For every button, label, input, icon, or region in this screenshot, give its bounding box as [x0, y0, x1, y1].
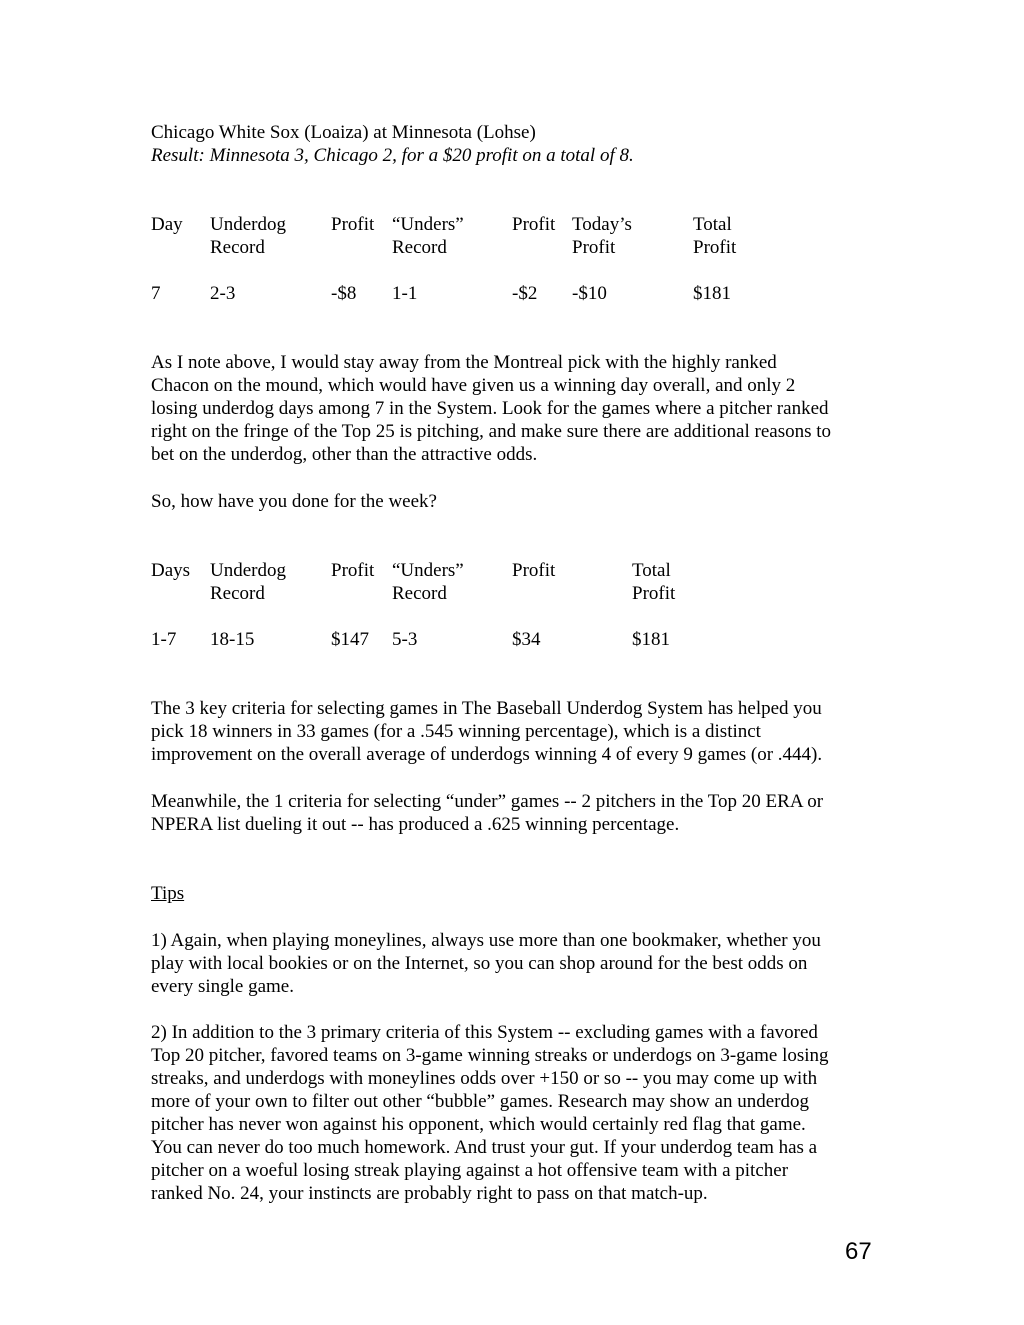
- paragraph-line: streaks, and underdogs with moneylines odds over +150 or so -- you may come up with: [151, 1068, 818, 1089]
- game-result: Result: Minnesota 3, Chicago 2, for a $20 profit on a total of 8.: [151, 145, 634, 166]
- paragraph-line: 1) Again, when playing moneylines, always use more than one bookmaker, whether you: [151, 930, 821, 951]
- table1-cell-total: $181: [693, 283, 731, 304]
- paragraph-line: The 3 key criteria for selecting games in The Baseball Underdog System has helped you: [151, 698, 822, 719]
- table1-cell-profit1: -$8: [331, 283, 357, 304]
- paragraph-line: Meanwhile, the 1 criteria for selecting “under” games -- 2 pitchers in the Top 20 ERA or: [151, 791, 824, 812]
- table1-header-total: Total: [693, 214, 732, 235]
- tip-2: [151, 1021, 881, 1205]
- table2-cell-total: $181: [632, 629, 670, 650]
- table1-cell-day: 7: [151, 283, 161, 304]
- table1-header-today-profit: Profit: [572, 237, 616, 258]
- paragraph-line: Chacon on the mound, which would have given us a winning day overall, and only 2: [151, 375, 796, 396]
- game-matchup: Chicago White Sox (Loaiza) at Minnesota (Lohse): [151, 122, 536, 143]
- tip-1: [151, 929, 881, 998]
- paragraph-line: Top 20 pitcher, favored teams on 3-game winning streaks or underdogs on 3-game losing: [151, 1045, 829, 1066]
- table2-header-total-profit: Profit: [632, 583, 676, 604]
- paragraph-line: bet on the underdog, other than the attractive odds.: [151, 444, 538, 465]
- paragraph-line: pitcher on a woeful losing streak playing against a hot offensive team with a pitcher: [151, 1160, 789, 1181]
- paragraph-line: ranked No. 24, your instincts are probably right to pass on that match-up.: [151, 1183, 708, 1204]
- paragraph-line: NPERA list dueling it out -- has produced a .625 winning percentage.: [151, 814, 680, 835]
- table2-cell-days: 1-7: [151, 629, 177, 650]
- paragraph-line: As I note above, I would stay away from the Montreal pick with the highly ranked: [151, 352, 777, 373]
- paragraph-line: improvement on the overall average of underdogs winning 4 of every 9 games (or .444).: [151, 744, 823, 765]
- paragraph-key-criteria: [151, 697, 881, 766]
- table2-header-total: Total: [632, 560, 671, 581]
- table2-header-underdog-record: Record: [210, 583, 265, 604]
- table2-header-unders-record: Record: [392, 583, 447, 604]
- table1-header-underdog: Underdog: [210, 214, 286, 235]
- table2-cell-profit2: $34: [512, 629, 541, 650]
- table1-cell-unders: 1-1: [392, 283, 418, 304]
- paragraph-line: pitcher has never won against his opponent, which would certainly red flag that game.: [151, 1114, 806, 1135]
- table1-header-profit1: Profit: [331, 214, 375, 235]
- table1-header-day: Day: [151, 214, 183, 235]
- paragraph-week-question: So, how have you done for the week?: [151, 491, 437, 512]
- table2-cell-profit1: $147: [331, 629, 369, 650]
- table1-header-total-profit: Profit: [693, 237, 737, 258]
- paragraph-line: right on the fringe of the Top 25 is pitching, and make sure there are additional reasons to: [151, 421, 832, 442]
- table1-header-unders-record: Record: [392, 237, 447, 258]
- table2-header-profit2: Profit: [512, 560, 556, 581]
- table1-header-profit2: Profit: [512, 214, 556, 235]
- paragraph-line: every single game.: [151, 976, 294, 997]
- tips-heading: Tips: [151, 883, 185, 904]
- page-number: 67: [845, 1238, 872, 1265]
- table2-cell-unders: 5-3: [392, 629, 418, 650]
- table2-cell-underdog: 18-15: [210, 629, 255, 650]
- table1-cell-underdog: 2-3: [210, 283, 236, 304]
- paragraph-line: losing underdog days among 7 in the System. Look for the games where a pitcher ranked: [151, 398, 829, 419]
- paragraph-montreal-note: [151, 351, 881, 466]
- paragraph-line: 2) In addition to the 3 primary criteria of this System -- excluding games with a favored: [151, 1022, 818, 1043]
- table2-header-unders: “Unders”: [392, 560, 464, 581]
- table1-cell-profit2: -$2: [512, 283, 538, 304]
- paragraph-under-criteria: [151, 790, 881, 836]
- table1-cell-today: -$10: [572, 283, 607, 304]
- paragraph-line: You can never do too much homework. And trust your gut. If your underdog team has a: [151, 1137, 818, 1158]
- table1-header-unders: “Unders”: [392, 214, 464, 235]
- table2-header-profit1: Profit: [331, 560, 375, 581]
- table1-header-underdog-record: Record: [210, 237, 265, 258]
- paragraph-line: play with local bookies or on the Internet, so you can shop around for the best odds on: [151, 953, 808, 974]
- table2-header-underdog: Underdog: [210, 560, 286, 581]
- table2-header-days: Days: [151, 560, 191, 581]
- table1-header-today: Today’s: [572, 214, 632, 235]
- paragraph-line: pick 18 winners in 33 games (for a .545 winning percentage), which is a distinct: [151, 721, 761, 742]
- paragraph-line: more of your own to filter out other “bubble” games. Research may show an underdog: [151, 1091, 809, 1112]
